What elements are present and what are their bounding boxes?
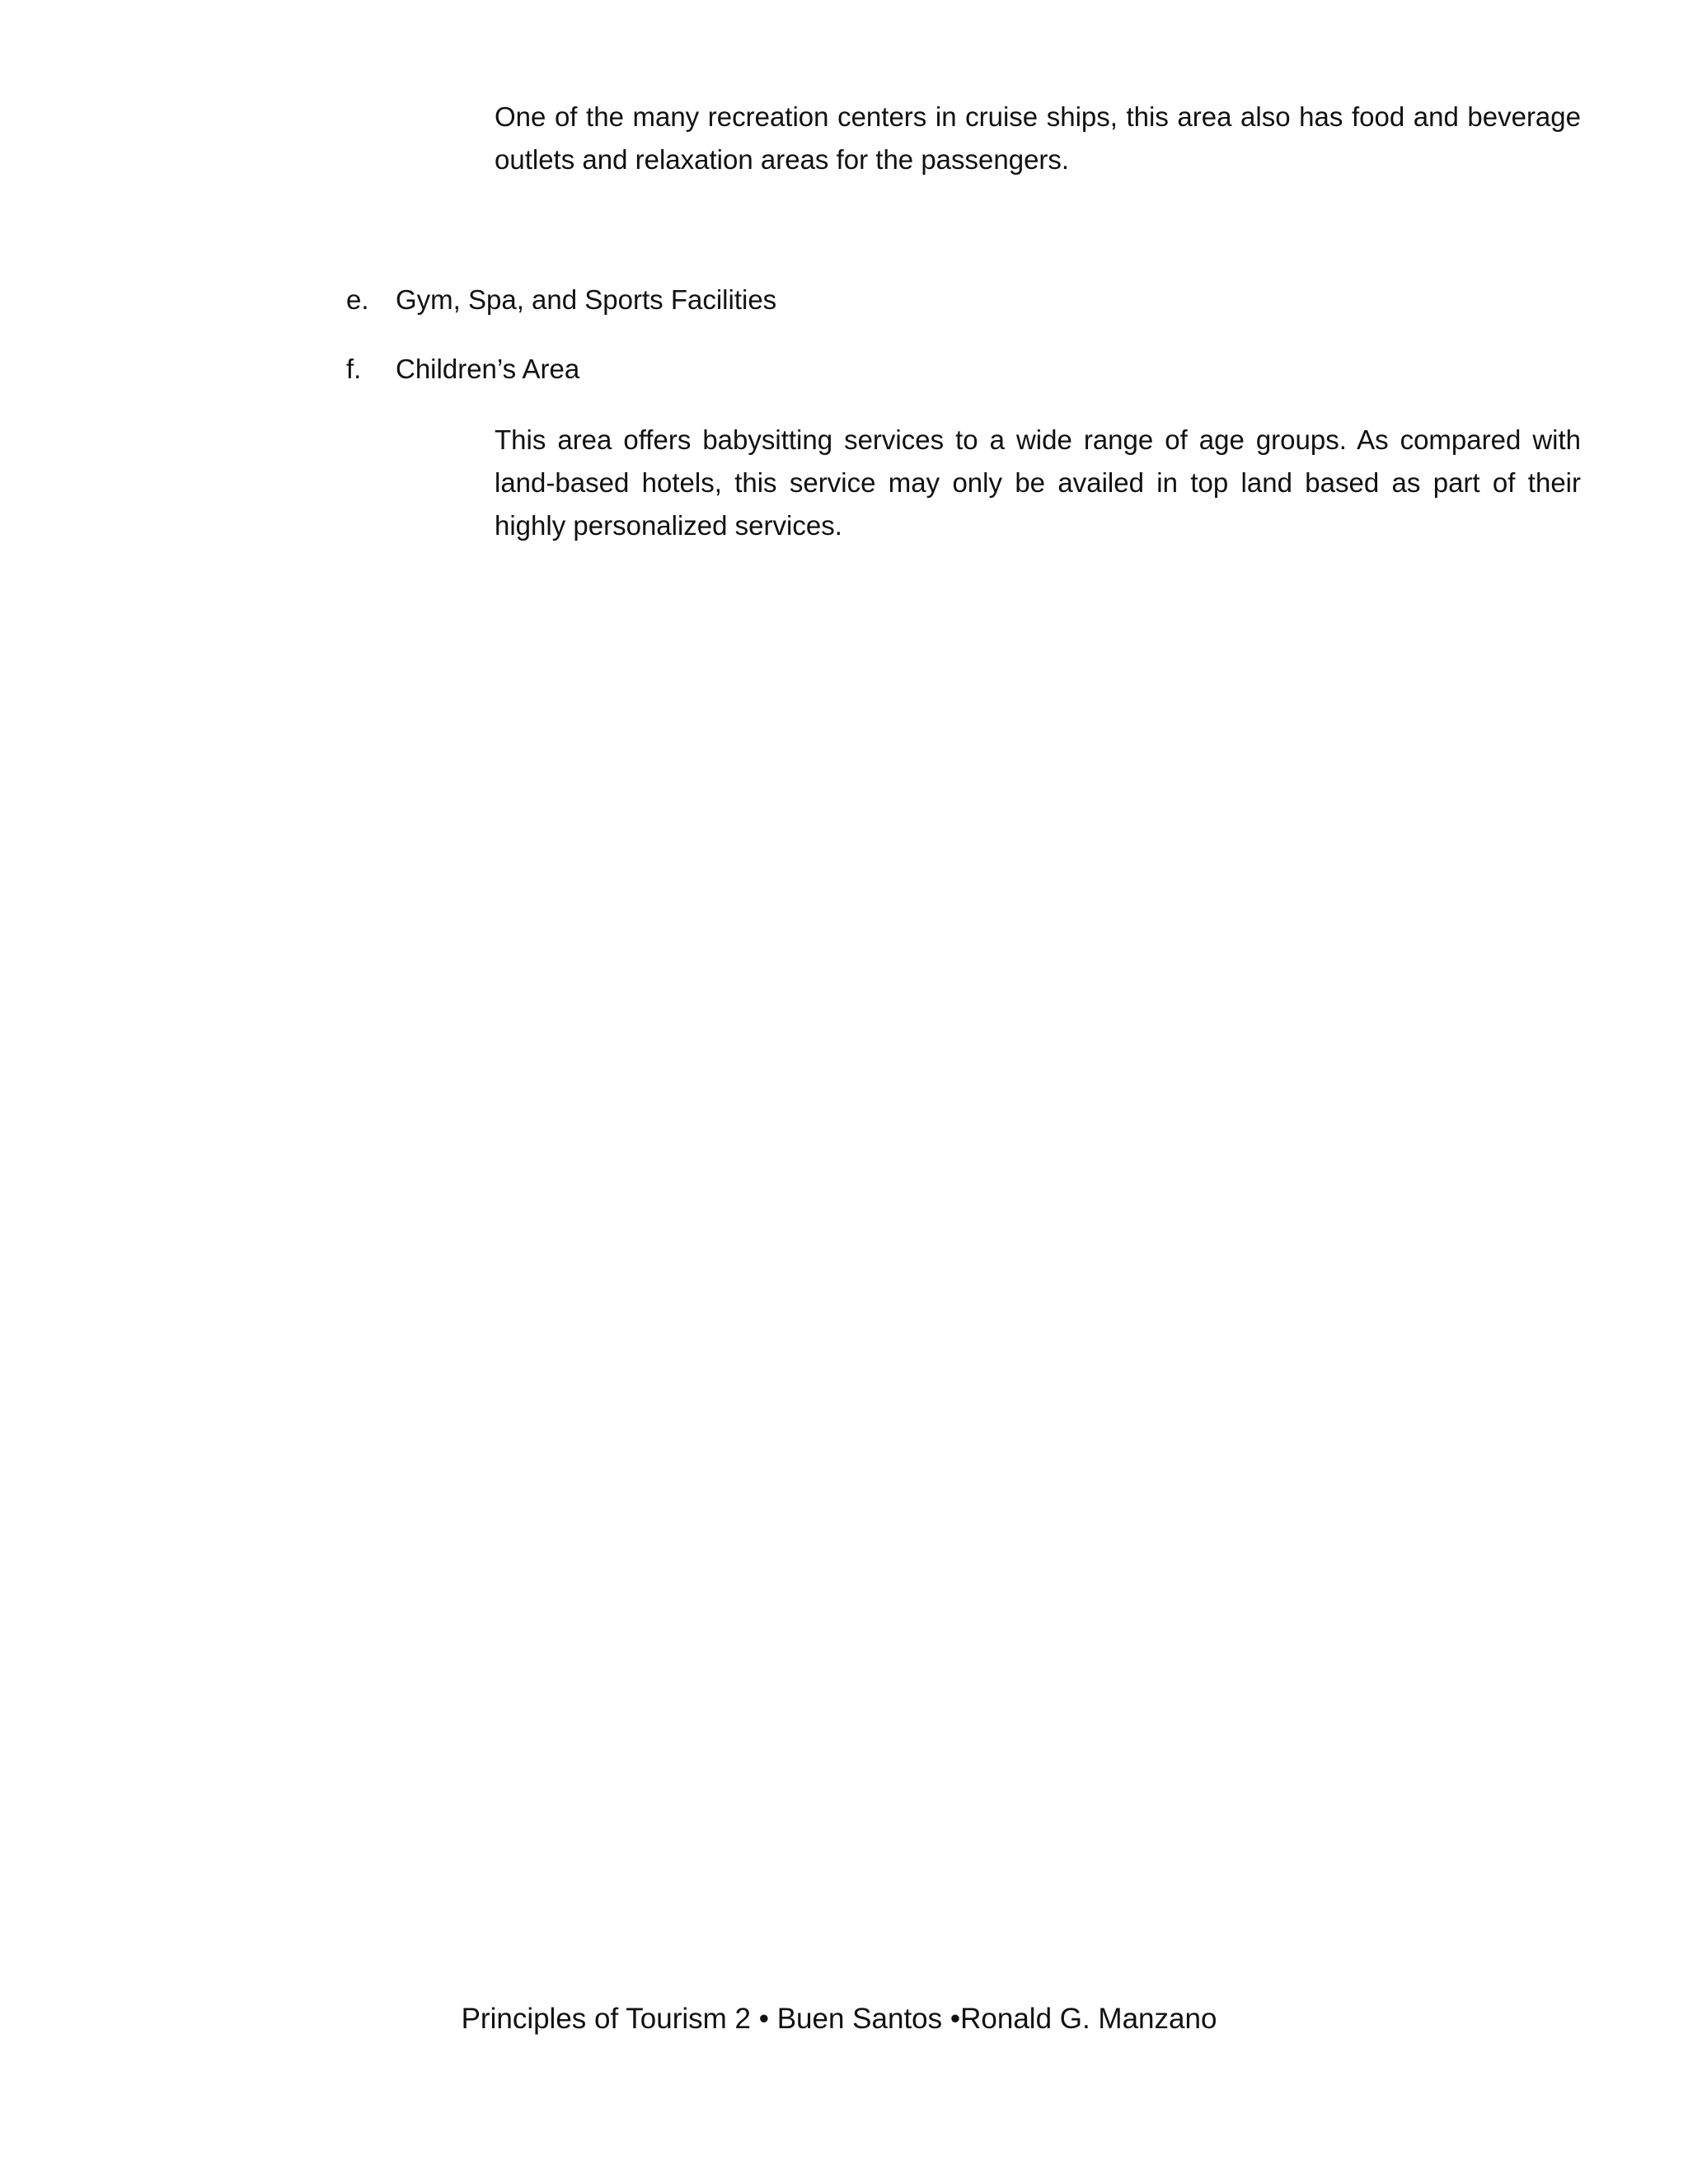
list-marker: e. [346,284,369,315]
list-item-childrens-area [346,348,579,391]
list-item-gym-spa-sports [346,279,776,321]
list-item-label: Children’s Area [396,354,580,384]
recreation-center-paragraph: One of the many recreation centers in cruise ships, this area also has food and beverage outlets and relaxation areas for the passengers. [495,101,1581,175]
childrens-area-paragraph: This area offers babysitting services to a wide range of age groups. As compared with land-based hotels, this service may only be availed in top land based as part of their highly personalized services. [495,424,1581,541]
page-footer: Principles of Tourism 2 • Buen Santos •Ronald G. Manzano [461,2003,1217,2035]
list-marker: f. [346,354,362,384]
list-item-label: Gym, Spa, and Sports Facilities [396,284,777,315]
